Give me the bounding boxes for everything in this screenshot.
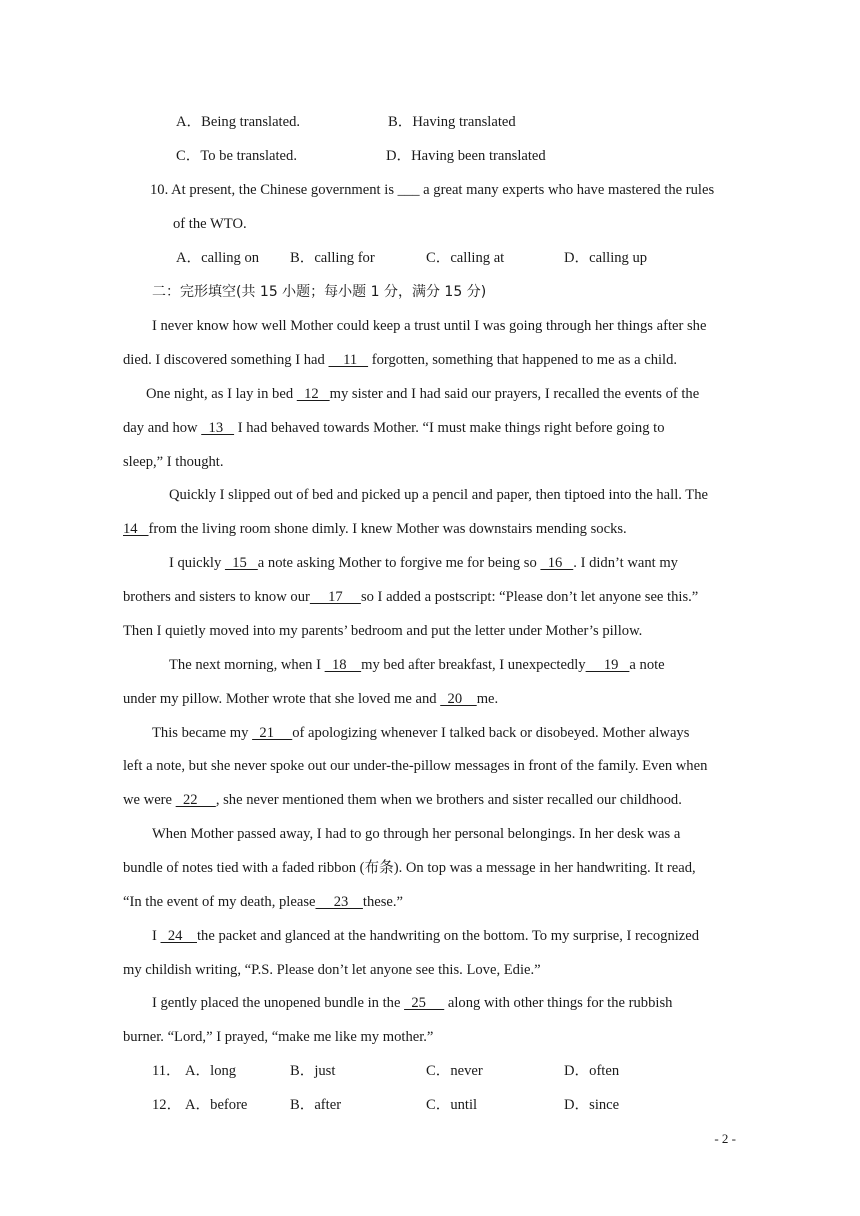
passage-line: brothers and sisters to know our 17 so I added a postscript: “Please don’t let anyone see this.” — [123, 589, 699, 605]
q12-number: 12． — [152, 1097, 182, 1113]
blank-16: 16 — [540, 555, 574, 571]
q9-option-b: B．Having translated — [388, 114, 516, 130]
passage-line: One night, as I lay in bed 12 my sister and I had said our prayers, I recalled the events of the — [146, 386, 700, 402]
passage-line: The next morning, when I 18 my bed after breakfast, I unexpectedly 19 a note — [169, 657, 665, 673]
passage-line: died. I discovered something I had 11 forgotten, something that happened to me as a child. — [123, 352, 678, 368]
section-heading: 二：完形填空(共 15 小题；每小题 1 分，满分 15 分) — [152, 284, 487, 300]
blank-19: 19 — [585, 657, 630, 673]
passage-line: I quickly 15 a note asking Mother to forgive me for being so 16 . I didn’t want my — [169, 555, 678, 571]
passage-line: Then I quietly moved into my parents’ bedroom and put the letter under Mother’s pillow. — [123, 623, 643, 639]
passage-line: I gently placed the unopened bundle in the 25 along with other things for the rubbish — [152, 995, 673, 1011]
q10-option-b: B．calling for — [290, 250, 375, 266]
blank-14: 14 — [123, 521, 149, 537]
passage-line: day and how 13 I had behaved towards Mother. “I must make things right before going to — [123, 420, 665, 436]
q10-option-a: A．calling on — [176, 250, 260, 266]
q11-option-d: D．often — [564, 1063, 620, 1079]
passage-line: I 24 the packet and glanced at the handwriting on the bottom. To my surprise, I recognized — [152, 928, 700, 944]
q12-option-d: D．since — [564, 1097, 620, 1113]
blank-12: 12 — [296, 386, 330, 402]
q12-option-c: C．until — [426, 1097, 478, 1113]
blank-21: 21 — [252, 725, 293, 741]
passage-line: 14 from the living room shone dimly. I knew Mother was downstairs mending socks. — [123, 521, 627, 537]
q9-option-d: D．Having been translated — [386, 148, 546, 164]
passage-line: When Mother passed away, I had to go through her personal belongings. In her desk was a — [152, 826, 681, 842]
q9-option-c: C．To be translated. — [176, 148, 297, 164]
q11-option-b: B．just — [290, 1063, 336, 1079]
blank-20: 20 — [440, 691, 477, 707]
passage-line: left a note, but she never spoke out our under-the-pillow messages in front of the family. Even when — [123, 758, 708, 774]
q9-option-a: A．Being translated. — [176, 114, 301, 130]
q11-option-c: C．never — [426, 1063, 483, 1079]
q10-option-c: C．calling at — [426, 250, 505, 266]
q10-option-d: D．calling up — [564, 250, 648, 266]
passage-line: under my pillow. Mother wrote that she loved me and 20 me. — [123, 691, 499, 707]
q12-option-b: B．after — [290, 1097, 342, 1113]
passage-line: bundle of notes tied with a faded ribbon (布条). On top was a message in her handwriting. It read, — [123, 860, 696, 876]
passage-line: my childish writing, “P.S. Please don’t let anyone see this. Love, Edie.” — [123, 962, 541, 978]
q12-option-a: A．before — [185, 1097, 248, 1113]
passage-line: I never know how well Mother could keep a trust until I was going through her things after she — [152, 318, 707, 334]
blank-24: 24 — [160, 928, 197, 944]
q11-number: 11． — [152, 1063, 181, 1079]
blank-23: 23 — [315, 894, 363, 910]
blank-11: 11 — [328, 352, 369, 368]
passage-line: This became my 21 of apologizing whenever I talked back or disobeyed. Mother always — [152, 725, 690, 741]
q10-stem-line2: of the WTO. — [173, 216, 247, 232]
blank-22: 22 — [175, 792, 216, 808]
blank-18: 18 — [324, 657, 362, 673]
q11-option-a: A．long — [185, 1063, 237, 1079]
passage-line: Quickly I slipped out of bed and picked up a pencil and paper, then tiptoed into the hall. The — [169, 487, 708, 503]
passage-line: “In the event of my death, please 23 these.” — [123, 894, 404, 910]
passage-line: we were 22 , she never mentioned them when we brothers and sister recalled our childhood. — [123, 792, 682, 808]
q10-stem-line1: 10. At present, the Chinese government is ___ a great many experts who have mastered the rules — [150, 182, 715, 198]
passage-line: sleep,” I thought. — [123, 454, 224, 470]
page-number: - 2 - — [714, 1131, 736, 1146]
blank-25: 25 — [404, 995, 445, 1011]
passage-line: burner. “Lord,” I prayed, “make me like my mother.” — [123, 1029, 434, 1045]
blank-13: 13 — [201, 420, 235, 436]
blank-15: 15 — [224, 555, 258, 571]
blank-17: 17 — [309, 589, 361, 605]
